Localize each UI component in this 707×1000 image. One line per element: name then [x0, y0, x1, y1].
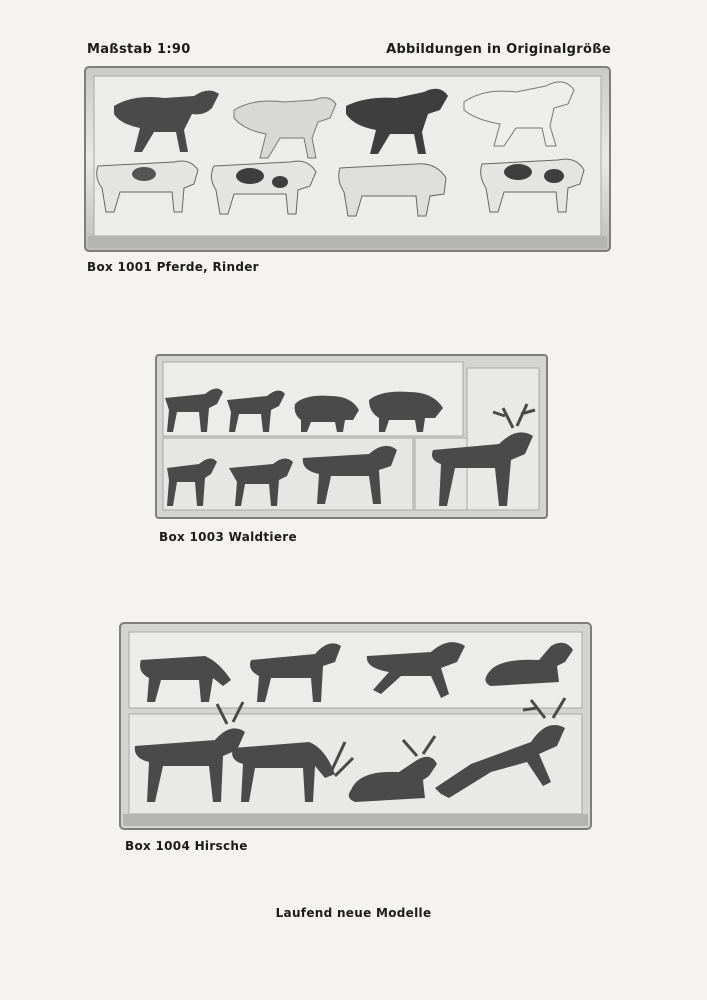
box-1003-caption: Box 1003 Waldtiere	[159, 530, 297, 544]
box-1001-photo	[84, 66, 611, 252]
box-1004-caption: Box 1004 Hirsche	[125, 839, 248, 853]
box-1004-photo	[119, 622, 592, 830]
scale-label: Maßstab 1:90	[87, 42, 191, 57]
original-size-note: Abbildungen in Originalgröße	[386, 42, 611, 57]
footer-note: Laufend neue Modelle	[275, 906, 432, 920]
box-1003-photo	[155, 354, 548, 519]
box-1001-caption: Box 1001 Pferde, Rinder	[87, 260, 259, 274]
